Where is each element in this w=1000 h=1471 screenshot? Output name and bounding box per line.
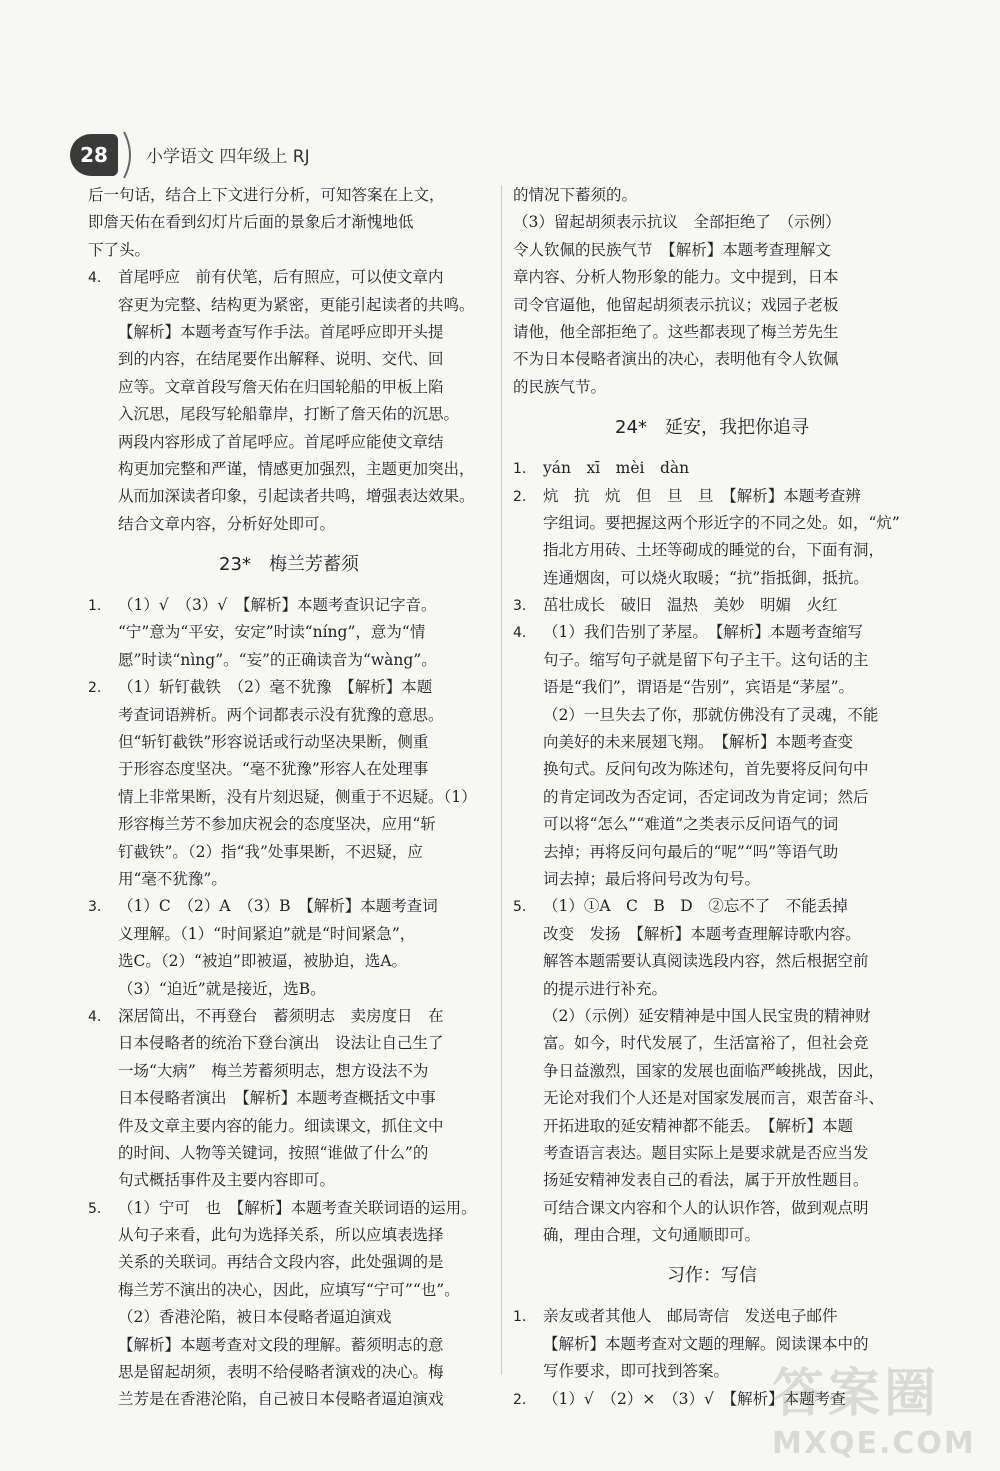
text-line bbox=[543, 866, 911, 893]
section-title-writing: 习作：写信 bbox=[667, 1265, 757, 1287]
answer-item bbox=[88, 1003, 490, 1195]
line-text: 的肯定词改为否定词，否定词改为肯定词；然后 bbox=[543, 787, 869, 806]
text-line bbox=[543, 1140, 911, 1167]
answer-item bbox=[513, 893, 911, 1249]
line-text: 【解析】本题考查对文段的理解。蓄须明志的意 bbox=[118, 1335, 444, 1354]
text-line bbox=[118, 511, 490, 538]
text-line: 后一句话，结合上下文进行分析，可知答案在上文， bbox=[88, 186, 445, 204]
text-line bbox=[118, 866, 490, 893]
line-text: （3）“迫近”就是接近，选B。 bbox=[118, 979, 326, 998]
line-text: 向美好的未来展翅飞翔。 【解析】本题考查变 bbox=[543, 733, 854, 752]
line-text: 茁壮成长 破旧 温热 美妙 明媚 火红 bbox=[543, 596, 838, 615]
text-line bbox=[118, 948, 490, 975]
left-column bbox=[88, 182, 490, 1414]
text-line bbox=[118, 401, 490, 428]
text-line bbox=[543, 1195, 911, 1222]
text-line bbox=[543, 784, 911, 811]
text-line bbox=[118, 921, 490, 948]
line-text: 可结合课文内容和个人的认识作答，做到观点明 bbox=[543, 1198, 869, 1217]
item-number: 2. bbox=[513, 1391, 527, 1408]
text-line bbox=[118, 811, 490, 838]
text-line bbox=[118, 483, 490, 510]
text-line bbox=[118, 1113, 490, 1140]
text-line bbox=[513, 592, 911, 619]
item-number: 3. bbox=[88, 899, 102, 916]
answer-item bbox=[513, 592, 911, 619]
line-text: （1）①A C B D ②忘不了 不能丢掉 bbox=[543, 897, 848, 916]
book-title: 小学语文 四年级上 RJ bbox=[146, 147, 310, 167]
line-text: 句式概括事件及主要内容即可。 bbox=[118, 1171, 336, 1190]
text-line bbox=[118, 784, 490, 811]
line-text: 词去掉；最后将问号改为句号。 bbox=[543, 869, 761, 888]
line-text: 连通烟囱，可以烧火取暖；“抗”指抵御，抵抗。 bbox=[543, 568, 869, 587]
item-number: 4. bbox=[513, 625, 527, 642]
text-line bbox=[118, 1030, 490, 1057]
text-line bbox=[543, 510, 911, 537]
text-line: 即詹天佑在看到幻灯片后面的景象后才渐愧地低 bbox=[88, 213, 414, 232]
text-line bbox=[118, 1249, 490, 1276]
text-line bbox=[543, 537, 911, 564]
text-line: 不为日本侵略者演出的决心，表明他有令人钦佩 bbox=[513, 350, 839, 369]
text-line bbox=[543, 729, 911, 756]
line-text: 确，理由合理，文句通顺即可。 bbox=[543, 1226, 761, 1245]
line-text: 选C。（2）“被迫”即被逼，被胁迫，选A。 bbox=[118, 952, 408, 971]
line-text: 从句子来看，此句为选择关系，所以应填表选择 bbox=[118, 1226, 444, 1245]
line-text: 日本侵略者演出 【解析】本题考查概括文中事 bbox=[118, 1089, 436, 1108]
line-text: 关系的关联词。再结合文段内容，此处强调的是 bbox=[118, 1253, 444, 1272]
answer-item bbox=[88, 592, 490, 674]
column-divider bbox=[501, 185, 502, 1375]
answer-item bbox=[513, 483, 911, 593]
text-line: 的民族气节。 bbox=[513, 377, 607, 396]
text-line bbox=[513, 1303, 911, 1330]
text-line bbox=[118, 756, 490, 783]
line-text: 字组词。要把握这两个形近字的不同之处。如，“炕” bbox=[543, 513, 900, 532]
text-line: 的情况下蓄须的。 bbox=[513, 186, 638, 204]
text-line bbox=[118, 647, 490, 674]
answer-item bbox=[88, 674, 490, 893]
text-line bbox=[118, 1140, 490, 1167]
line-text: 的提示进行补充。 bbox=[543, 979, 668, 998]
line-text: 于形容态度坚决。“毫不犹豫”形容人在处理事 bbox=[118, 760, 429, 779]
item-number: 5. bbox=[88, 1200, 102, 1217]
item-number: 3. bbox=[513, 598, 527, 615]
watermark-big: 答案圈 bbox=[772, 1364, 941, 1424]
text-line: 司令官逼他，他留起胡须表示抗议；戏园子老板 bbox=[513, 295, 839, 314]
line-text: 语是“我们”，谓语是“告别”，宾语是“茅屋”。 bbox=[543, 678, 855, 697]
line-text: （1）√ （2）× （3）√ 【解析】本题考查 bbox=[543, 1389, 846, 1408]
text-line bbox=[88, 893, 490, 920]
line-text: 愿”时读“nìng”。“妄”的正确读音为“wàng”。 bbox=[118, 650, 437, 669]
watermark-small: MXQE.COM bbox=[772, 1426, 976, 1461]
line-text: （2）（示例）延安精神是中国人民宝贵的精神财 bbox=[543, 1006, 871, 1025]
text-line: 令人钦佩的民族气节 【解析】本题考查理解文 bbox=[513, 240, 831, 259]
line-text: 富。如今，时代发展了，生活富裕了，但社会竞 bbox=[543, 1034, 869, 1053]
text-line bbox=[543, 1003, 911, 1030]
line-text: 容更为完整、结构更为紧密，更能引起读者的共鸣。 bbox=[118, 295, 475, 314]
text-line bbox=[118, 1332, 490, 1359]
text-line bbox=[118, 976, 490, 1003]
text-line bbox=[118, 456, 490, 483]
text-line bbox=[118, 292, 490, 319]
line-text: 可以将“怎么”“难道”之类表示反问语气的词 bbox=[543, 815, 839, 834]
line-text: 义理解。（1）“时间紧迫”就是“时间紧急”， bbox=[118, 924, 416, 943]
text-line bbox=[118, 346, 490, 373]
section-title-23: 23* 梅兰芳蓄须 bbox=[219, 554, 359, 576]
text-line bbox=[543, 674, 911, 701]
line-text: （2）一旦失去了你，那就仿佛没有了灵魂，不能 bbox=[543, 705, 879, 724]
line-text: 件及文章主要内容的能力。细读课文，抓住文中 bbox=[118, 1116, 444, 1135]
text-line bbox=[543, 921, 911, 948]
line-text: 开拓进取的延安精神都不能丢。 【解析】本题 bbox=[543, 1116, 854, 1135]
answer-item bbox=[513, 619, 911, 893]
text-line bbox=[543, 756, 911, 783]
line-text: （1）斩钉截铁 （2）毫不犹豫 【解析】本题 bbox=[118, 678, 433, 697]
text-line: 章内容、分析人物形象的能力。文中提到，日本 bbox=[513, 268, 839, 287]
line-text: 【解析】本题考查写作手法。首尾呼应即开头提 bbox=[118, 322, 444, 341]
item-number: 4. bbox=[88, 270, 102, 287]
text-line bbox=[88, 674, 490, 701]
header-divider-curve bbox=[120, 130, 140, 180]
text-line bbox=[118, 702, 490, 729]
watermark-logo bbox=[772, 1351, 992, 1461]
item-number: 2. bbox=[88, 680, 102, 697]
text-line: （3）留起胡须表示抗议 全部拒绝了 （示例） bbox=[513, 213, 841, 232]
text-line bbox=[513, 483, 911, 510]
text-line bbox=[543, 948, 911, 975]
line-text: 用“毫不犹豫”。 bbox=[118, 869, 227, 888]
line-text: 扬延安精神发表自己的看法，属于开放性题目。 bbox=[543, 1171, 869, 1190]
text-line: 下了头。 bbox=[88, 240, 151, 259]
text-line bbox=[118, 319, 490, 346]
line-text: 钉截铁”。（2）指“我”处事果断，不迟疑，应 bbox=[118, 842, 423, 861]
item-number: 4. bbox=[88, 1008, 102, 1025]
item-number: 1. bbox=[88, 598, 102, 615]
text-line bbox=[118, 374, 490, 401]
line-text: （2）香港沦陷，被日本侵略者逼迫演戏 bbox=[118, 1308, 392, 1327]
text-line bbox=[543, 811, 911, 838]
answer-item bbox=[88, 1195, 490, 1414]
text-line bbox=[543, 1030, 911, 1057]
line-text: 梅兰芳不演出的决心，因此，应填写“宁可”“也”。 bbox=[118, 1280, 460, 1299]
item-number: 5. bbox=[513, 899, 527, 916]
text-line bbox=[118, 1085, 490, 1112]
line-text: 句子。缩写句子就是留下句子主干。这句话的主 bbox=[543, 650, 869, 669]
line-text: 改变 发扬 【解析】本题考查理解诗歌内容。 bbox=[543, 924, 861, 943]
line-text: 指北方用砖、土坯等砌成的睡觉的台，下面有洞， bbox=[543, 541, 885, 560]
answer-item bbox=[88, 264, 490, 538]
right-column bbox=[513, 182, 911, 1413]
line-text: 结合文章内容，分析好处即可。 bbox=[118, 514, 336, 533]
line-text: yán xī mèi dàn bbox=[543, 459, 690, 478]
line-text: 深居简出，不再登台 蓄须明志 卖房度日 在 bbox=[118, 1006, 444, 1025]
text-line bbox=[118, 429, 490, 456]
line-text: 【解析】本题考查对文题的理解。阅读课本中的 bbox=[543, 1334, 869, 1353]
line-text: 考查词语辨析。两个词都表示没有犹豫的意思。 bbox=[118, 705, 444, 724]
answer-item bbox=[513, 455, 911, 482]
line-text: （1）宁可 也 【解析】本题考查关联词语的运用。 bbox=[118, 1198, 477, 1217]
text-line bbox=[543, 839, 911, 866]
text-line bbox=[118, 1386, 490, 1413]
line-text: 日本侵略者的统治下登台演出 设法让自己生了 bbox=[118, 1034, 444, 1053]
line-text: 争日益激烈，国家的发展也面临严峻挑战，因此， bbox=[543, 1061, 885, 1080]
page-header bbox=[70, 130, 490, 180]
item-number: 2. bbox=[513, 488, 527, 505]
line-text: 考查语言表达。题目实际上是要求就是否应当发 bbox=[543, 1143, 869, 1162]
text-line bbox=[543, 1167, 911, 1194]
line-text: 思是留起胡须，表明不给侵略者演戏的决心。梅 bbox=[118, 1363, 444, 1382]
line-text: 炕 抗 炕 但 旦 旦 【解析】本题考查辨 bbox=[543, 486, 861, 505]
text-line bbox=[513, 619, 911, 646]
text-line bbox=[543, 702, 911, 729]
text-line bbox=[118, 729, 490, 756]
line-text: （1）我们告别了茅屋。 【解析】本题考查缩写 bbox=[543, 623, 863, 642]
line-text: 去掉；再将反问句最后的“呢”“吗”等语气助 bbox=[543, 842, 839, 861]
line-text: 但“斩钉截铁”形容说话或行动坚决果断，侧重 bbox=[118, 733, 429, 752]
item-number: 1. bbox=[513, 461, 527, 478]
line-text: “宁”意为“平安，安定”时读“níng”，意为“情 bbox=[118, 623, 426, 642]
text-line bbox=[118, 1058, 490, 1085]
text-line bbox=[88, 264, 490, 291]
text-line bbox=[543, 1222, 911, 1249]
line-text: 应等。文章首段写詹天佑在归国轮船的甲板上陷 bbox=[118, 377, 444, 396]
line-text: 首尾呼应 前有伏笔，后有照应，可以使文章内 bbox=[118, 268, 444, 287]
text-line bbox=[118, 1277, 490, 1304]
text-line bbox=[513, 455, 911, 482]
text-line bbox=[513, 893, 911, 920]
line-text: （1）√ （3）√ 【解析】本题考查识记字音。 bbox=[118, 596, 437, 615]
page-number-badge: 28 bbox=[70, 134, 118, 176]
text-line bbox=[88, 1195, 490, 1222]
line-text: 形容梅兰芳不参加庆祝会的态度坚决，应用“斩 bbox=[118, 815, 436, 834]
line-text: 兰芳是在香港沦陷，自己被日本侵略者逼迫演戏 bbox=[118, 1390, 444, 1409]
text-line bbox=[543, 647, 911, 674]
text-line bbox=[118, 839, 490, 866]
line-text: 从而加深读者印象，引起读者共鸣，增强表达效果。 bbox=[118, 487, 475, 506]
text-line bbox=[118, 619, 490, 646]
line-text: 亲友或者其他人 邮局寄信 发送电子邮件 bbox=[543, 1307, 838, 1326]
section-title-24: 24* 延安，我把你追寻 bbox=[615, 417, 809, 439]
line-text: 入沉思，尾段写轮船靠岸，打断了詹天佑的沉思。 bbox=[118, 405, 460, 424]
line-text: 一场“大病” 梅兰芳蓄须明志，想方设法不为 bbox=[118, 1061, 429, 1080]
line-text: 写作要求，即可找到答案。 bbox=[543, 1362, 730, 1381]
line-text: 构更加完整和严谨，情感更加强烈，主题更加突出， bbox=[118, 459, 475, 478]
line-text: 到的内容，在结尾要作出解释、说明、交代、回 bbox=[118, 350, 444, 369]
line-text: 情上非常果断，没有片刻迟疑，侧重于不迟疑。（1） bbox=[118, 787, 477, 806]
item-number: 1. bbox=[513, 1309, 527, 1326]
answer-item bbox=[88, 893, 490, 1003]
text-line bbox=[543, 1113, 911, 1140]
text-line bbox=[118, 1167, 490, 1194]
text-line bbox=[118, 1359, 490, 1386]
text-line bbox=[88, 592, 490, 619]
line-text: 解答本题需要认真阅读选段内容，然后根据空前 bbox=[543, 952, 869, 971]
line-text: （1）C （2）A （3）B 【解析】本题考查词 bbox=[118, 897, 438, 916]
text-line: 请他，他全部拒绝了。这些都表现了梅兰芳先生 bbox=[513, 322, 839, 341]
text-line bbox=[88, 1003, 490, 1030]
text-line bbox=[543, 1085, 911, 1112]
text-line bbox=[118, 1222, 490, 1249]
text-line bbox=[543, 565, 911, 592]
text-line bbox=[543, 1058, 911, 1085]
line-text: 两段内容形成了首尾呼应。首尾呼应能使文章结 bbox=[118, 432, 444, 451]
line-text: 无论对我们个人还是对国家发展而言，艰苦奋斗、 bbox=[543, 1089, 885, 1108]
text-line bbox=[543, 976, 911, 1003]
line-text: 的时间、人物等关键词，按照“谁做了什么”的 bbox=[118, 1143, 429, 1162]
text-line bbox=[118, 1304, 490, 1331]
line-text: 换句式。反问句改为陈述句，首先要将反问句中 bbox=[543, 760, 869, 779]
